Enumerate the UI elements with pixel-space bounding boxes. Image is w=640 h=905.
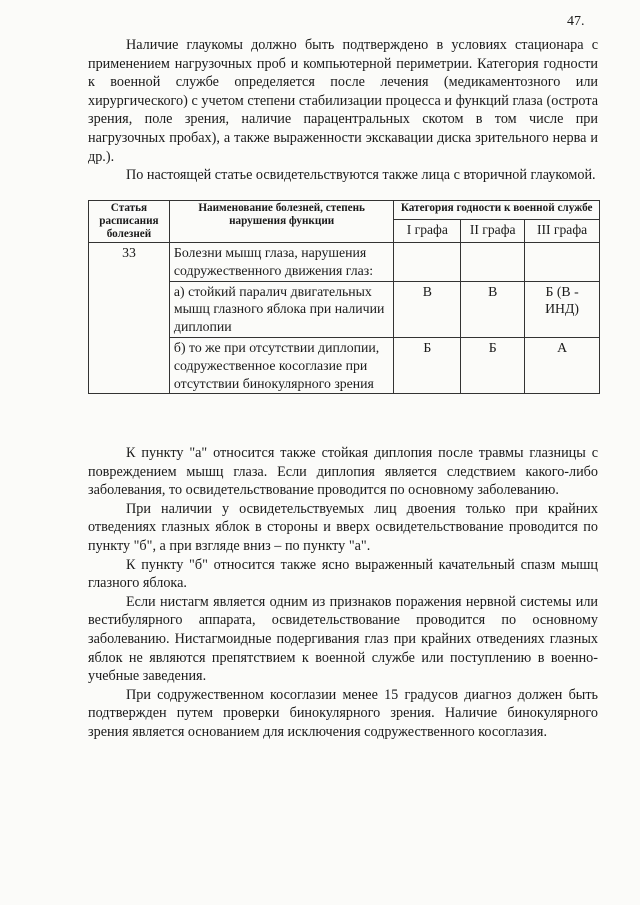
header-column-1: I графа bbox=[394, 219, 461, 242]
paragraph: Наличие глаукомы должно быть подтверждено в условиях стационара с применением нагрузочных проб и компьютерной периметрии. Категория годности к военной службе определяется после лечения (медикаментозного или хирургического) с учетом степени стабилизации процесса и функций глаза (острота зрения, поле зрения, наличие парацентральных скотом в том числе при нагрузочных пробах), а также выраженности экскавации диска зрительного нерва и др.). bbox=[88, 37, 598, 165]
fitness-category-table bbox=[88, 200, 600, 394]
category-3: Б (В - ИНД) bbox=[525, 281, 600, 337]
header-column-2: II графа bbox=[461, 219, 525, 242]
category-3: А bbox=[525, 337, 600, 393]
header-disease-name: Наименование болезней, степень нарушения функции bbox=[169, 201, 393, 243]
header-category: Категория годности к военной службе bbox=[394, 201, 600, 220]
paragraph: При содружественном косоглазии менее 15 градусов диагноз должен быть подтвержден путем проверки бинокулярного зрения. Наличие бинокулярного зрения является основанием для исключения содружественного косоглазия. bbox=[88, 686, 598, 740]
empty-cell bbox=[461, 243, 525, 282]
paragraph: Если нистагм является одним из признаков поражения нервной системы или вестибулярного аппарата, освидетельствование проводится по основному заболеванию. Нистагмоидные подергивания глаз при крайних отведениях глазных яблок не являются препятствием к военной службе или поступлению в военно-учебные заведения. bbox=[88, 593, 598, 685]
header-column-3: III графа bbox=[525, 219, 600, 242]
empty-cell bbox=[525, 243, 600, 282]
paragraph: По настоящей статье освидетельствуются также лица с вторичной глаукомой. bbox=[126, 167, 596, 184]
table-row bbox=[89, 243, 600, 282]
page-number: 47. bbox=[567, 14, 585, 29]
row-name: а) стойкий паралич двигательных мышц глазного яблока при наличии диплопии bbox=[169, 281, 393, 337]
category-2: Б bbox=[461, 337, 525, 393]
header-article: Статья расписания болезней bbox=[89, 201, 170, 243]
intro-text bbox=[88, 36, 598, 185]
notes-text bbox=[88, 444, 598, 742]
category-1: В bbox=[394, 281, 461, 337]
group-title: Болезни мышц глаза, нарушения содружественного движения глаз: bbox=[169, 243, 393, 282]
paragraph: К пункту "б" относится также ясно выраженный качательный спазм мышц глазного яблока. bbox=[88, 556, 598, 592]
category-2: В bbox=[461, 281, 525, 337]
empty-cell bbox=[394, 243, 461, 282]
article-number: 33 bbox=[89, 243, 170, 394]
paragraph: К пункту "а" относится также стойкая диплопия после травмы глазницы с повреждением мышц глаза. Если диплопия является следствием какого-либо заболевания, то освидетельствование проводится по основному заболеванию. bbox=[88, 445, 598, 499]
paragraph: При наличии у освидетельствуемых лиц двоения только при крайних отведениях глазных яблок в стороны и вверх освидетельствование проводится по пункту "б", а при взгляде вниз – по пункту "а". bbox=[88, 500, 598, 554]
category-1: Б bbox=[394, 337, 461, 393]
row-name: б) то же при отсутствии диплопии, содружественное косоглазие при отсутствии бинокулярного зрения bbox=[169, 337, 393, 393]
